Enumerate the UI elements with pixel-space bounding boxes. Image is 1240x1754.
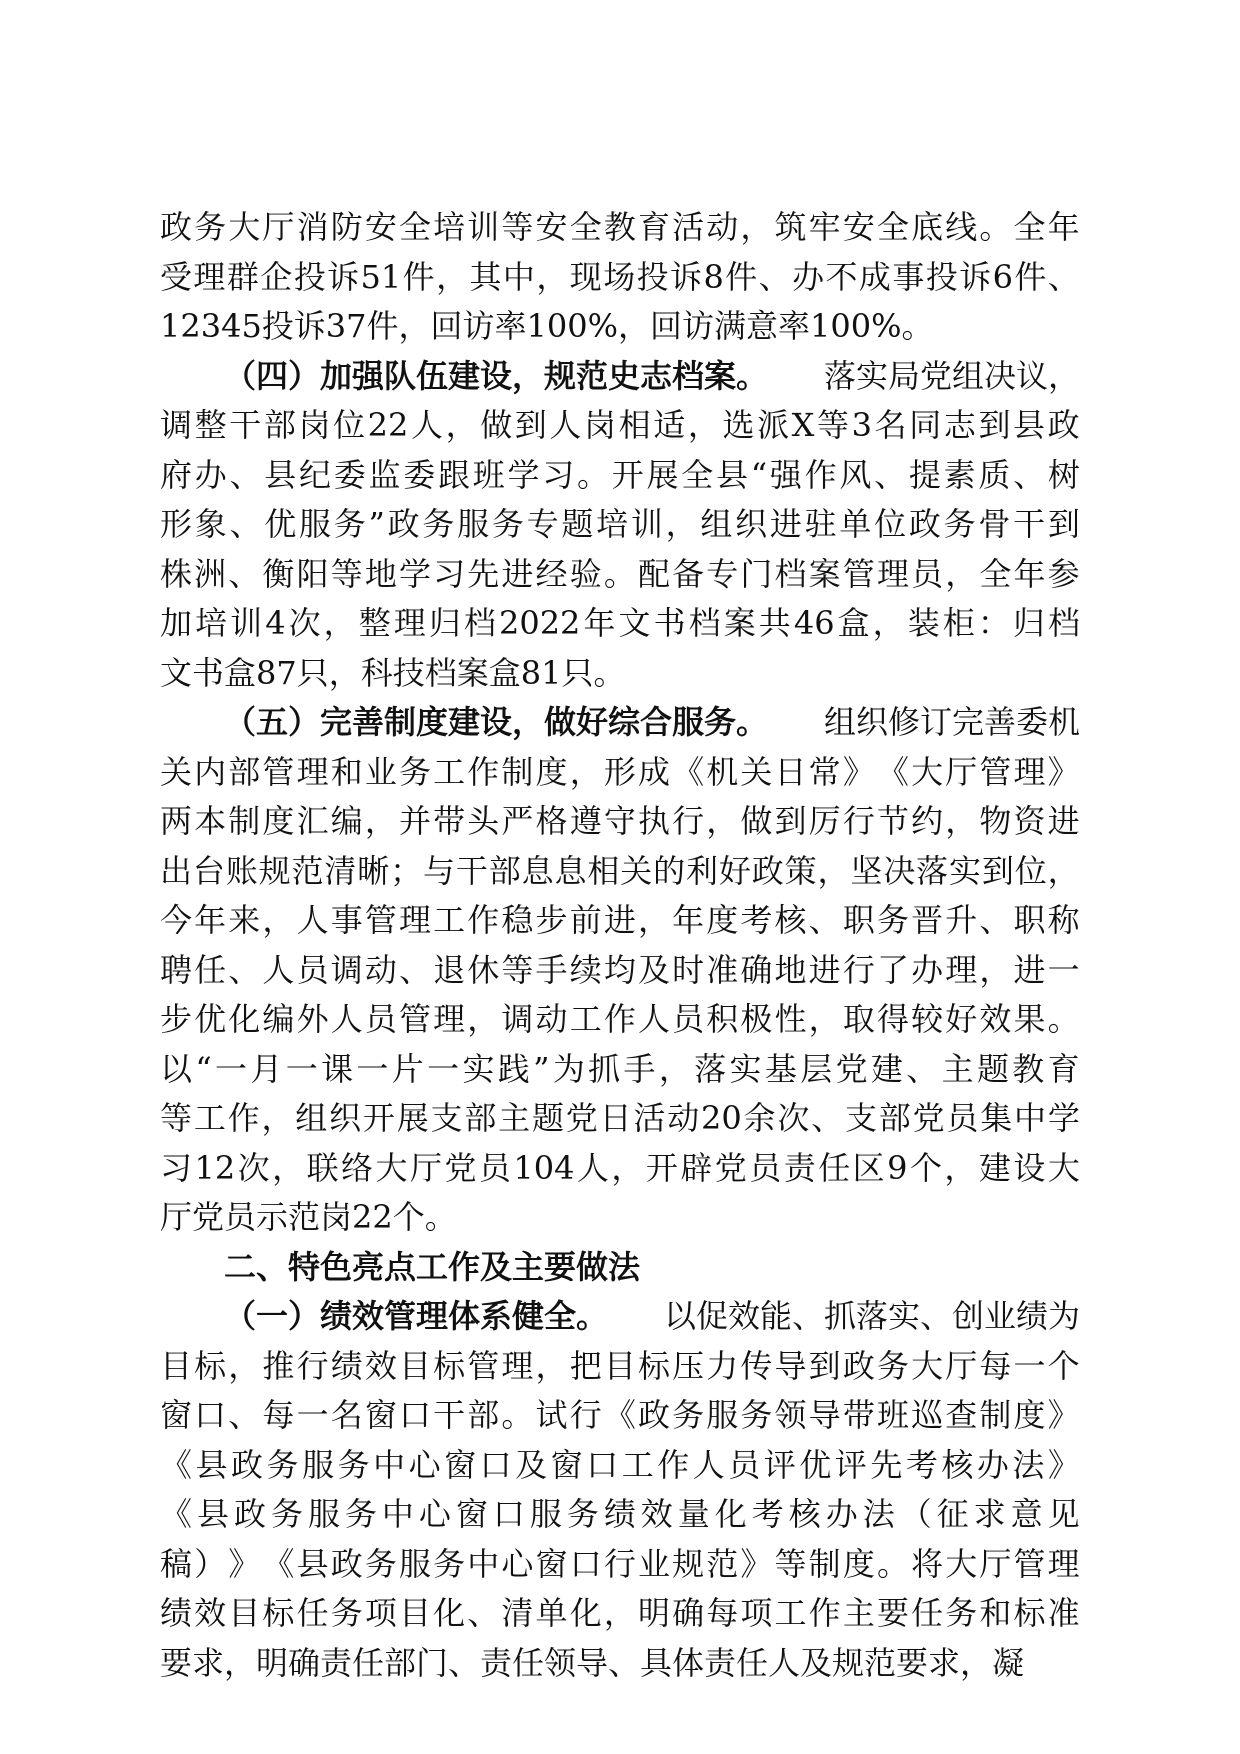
paragraph-line [160, 352, 1080, 402]
paragraph-line: 加 培 训 4 次 ， 整 理 归 档 2022 年 文 书 档 案 共 46 盒 ， 装 柜 ： 归 档 [160, 604, 1080, 642]
paragraph-line: 窗 口 、 每 一 名 窗 口 干 部 。 试 行 《 政 务 服 务 领 导 带 班 巡 查 制 度 》 [160, 1396, 1080, 1434]
paragraph-line: 调 整 干 部 岗 位 22 人 ， 做 到 人 岗 相 适 ， 选 派 X 等 3 名 同 志 到 县 政 [160, 406, 1080, 444]
paragraph-line: 政 务 大 厅 消 防 安 全 培 训 等 安 全 教 育 活 动 ， 筑 牢 安 全 底 线 。 全 年 [160, 208, 1080, 246]
paragraph-heading: （五）完善制度建设，做好综合服务。 [224, 703, 769, 741]
paragraph-text: 以促效能、抓落实、创业绩为 [663, 1297, 1080, 1335]
paragraph-line: 等 工 作 ， 组 织 开 展 支 部 主 题 党 日 活 动 20 余 次 、 支 部 党 员 集 中 学 [160, 1099, 1080, 1137]
paragraph-text: 要求，明确责任部门、责任领导、具体责任人及规范要求，凝 [160, 1643, 1025, 1682]
paragraph-line: 绩 效 目 标 任 务 项 目 化 、 清 单 化 ， 明 确 每 项 工 作 主 要 任 务 和 标 准 [160, 1594, 1080, 1632]
paragraph-line: 出 台 账 规 范 清 晰 ； 与 干 部 息 息 相 关 的 利 好 政 策 ， 坚 决 落 实 到 位 ， [160, 851, 1080, 890]
paragraph-line: 株 洲 、 衡 阳 等 地 学 习 先 进 经 验 。 配 备 专 门 档 案 管 理 员 ， 全 年 参 [160, 554, 1080, 593]
paragraph-line: 府 办 、 县 纪 委 监 委 跟 班 学 习 。 开 展 全 县 “ 强 作 风 、 提 素 质 、 树 [160, 455, 1080, 494]
paragraph-text: 12345投诉37件，回访率100%，回访满意率100%。 [160, 307, 934, 345]
paragraph-line: 目 标 ， 推 行 绩 效 目 标 管 理 ， 把 目 标 压 力 传 导 到 政 务 大 厅 每 一 个 [160, 1346, 1080, 1385]
paragraph-line: 两 本 制 度 汇 编 ， 并 带 头 严 格 遵 守 执 行 ， 做 到 厉 行 节 约 ， 物 资 进 [160, 802, 1080, 840]
document-body [160, 203, 1080, 1688]
paragraph-line: 《 县 政 务 服 务 中 心 窗 口 服 务 绩 效 量 化 考 核 办 法 （ 征 求 意 见 [160, 1495, 1080, 1533]
paragraph-line [160, 1193, 1080, 1243]
paragraph-line: 聘 任 、 人 员 调 动 、 退 休 等 手 续 均 及 时 准 确 地 进 行 了 办 理 ， 进 一 [160, 950, 1080, 989]
paragraph-text: 厅党员示范岗22个。 [160, 1198, 457, 1236]
paragraph-line: 《 县 政 务 服 务 中 心 窗 口 及 窗 口 工 作 人 员 评 优 评 先 考 核 办 法 》 [160, 1445, 1080, 1484]
paragraph-line [160, 698, 1080, 748]
paragraph-text: 组织修订完善委机 [823, 703, 1080, 741]
paragraph-heading: （一）绩效管理体系健全。 [224, 1297, 609, 1335]
paragraph-line: 受 理 群 企 投 诉 51 件 ， 其 中 ， 现 场 投 诉 8 件 、 办 不 成 事 投 诉 6 件 、 [160, 257, 1080, 296]
paragraph-heading: （四）加强队伍建设，规范史志档案。 [224, 356, 769, 395]
paragraph-line: 今 年 来 ， 人 事 管 理 工 作 稳 步 前 进 ， 年 度 考 核 、 职 务 晋 升 、 职 称 [160, 901, 1080, 939]
paragraph-line: 关 内 部 管 理 和 业 务 工 作 制 度 ， 形 成 《 机 关 日 常 》 《 大 厅 管 理 》 [160, 752, 1080, 791]
paragraph-line: 步 优 化 编 外 人 员 管 理 ， 调 动 工 作 人 员 积 极 性 ， 取 得 较 好 效 果 。 [160, 1000, 1080, 1038]
paragraph-line: 习 12 次 ， 联 络 大 厅 党 员 104 人 ， 开 辟 党 员 责 任 区 9 个 ， 建 设 大 [160, 1148, 1080, 1187]
paragraph-line [160, 302, 1080, 352]
paragraph-line: 形 象 、 优 服 务 ” 政 务 服 务 专 题 培 训 ， 组 织 进 驻 单 位 政 务 骨 干 到 [160, 505, 1080, 543]
paragraph-line [160, 1639, 1080, 1689]
paragraph-line [160, 1292, 1080, 1342]
paragraph-line [160, 649, 1080, 699]
section-heading: 二、特色亮点工作及主要做法 [224, 1247, 641, 1286]
paragraph-line: 稿 ） 》 《 县 政 务 服 务 中 心 窗 口 行 业 规 范 》 等 制 度 。 将 大 厅 管 理 [160, 1544, 1080, 1583]
paragraph-line: 以 “ 一 月 一 课 一 片 一 实 践 ” 为 抓 手 ， 落 实 基 层 党 建 、 主 题 教 育 [160, 1049, 1080, 1088]
paragraph-text: 落实局党组决议， [823, 356, 1080, 395]
paragraph-text: 文书盒87只，科技档案盒81只。 [160, 653, 626, 692]
